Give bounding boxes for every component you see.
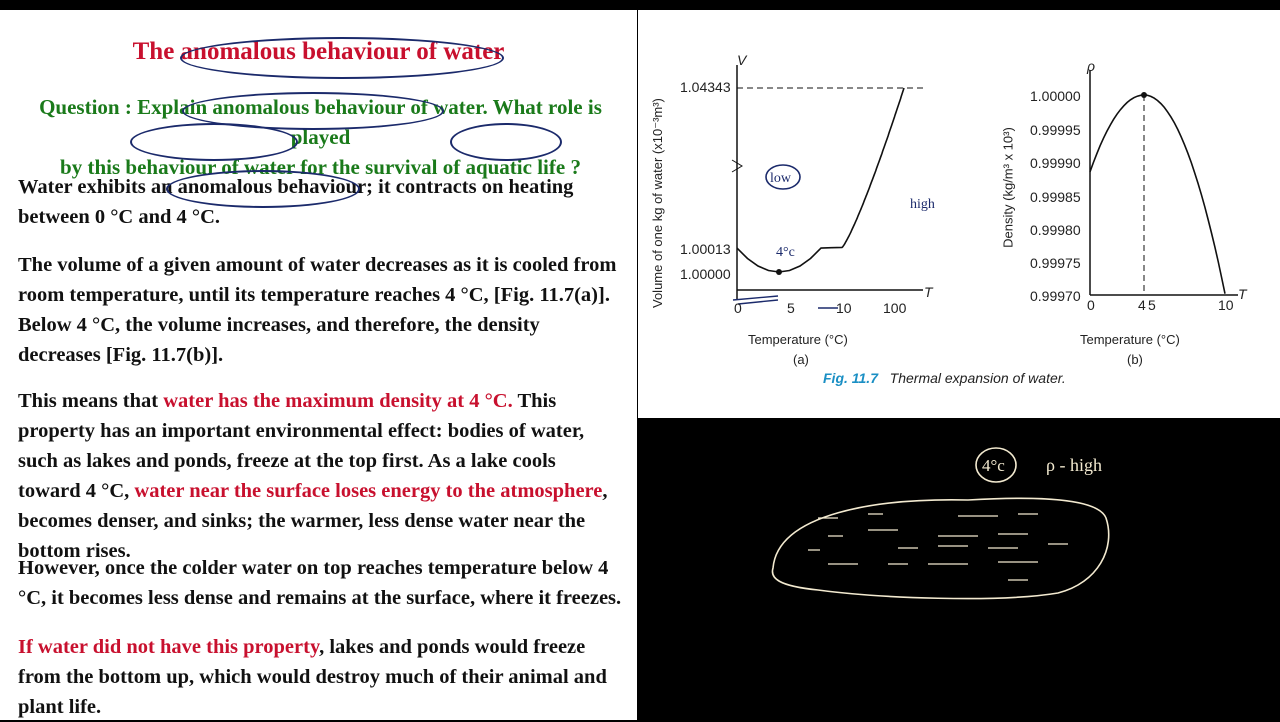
high-note: high <box>910 197 935 212</box>
chart-b-xtick-3: 10 <box>1218 297 1234 313</box>
chart-a-xtick-0: 0 <box>734 300 742 316</box>
low-note: low <box>770 171 791 186</box>
question <box>18 92 623 182</box>
chart-a-tlabel: T <box>924 284 933 300</box>
p3-b: water has the maximum density at 4 °C. <box>163 390 513 412</box>
chart-b-ytick-5: 0.99975 <box>1030 255 1081 271</box>
chart-b-tlabel: T <box>1238 286 1247 302</box>
four-c-note: 4°c <box>982 456 1005 475</box>
page-title: The anomalous behaviour of water <box>132 38 505 65</box>
blackboard-drawing <box>638 418 1280 720</box>
chart-b-xlabel: Temperature (°C) <box>1080 332 1180 347</box>
paragraph-4: However, once the colder water on top reaches temperature below 4 °C, it becomes less dense and remains at the surface, where it freezes. <box>18 557 622 609</box>
p5-b: , lakes and ponds would freeze from the bottom up, which would destroy much of their animal and plant life. <box>18 636 607 718</box>
caption-number: Fig. 11.7 <box>823 370 878 386</box>
chart-a-xtick-3: 100 <box>883 300 907 316</box>
lake-outline <box>772 498 1108 598</box>
lake-water-dashes <box>808 514 1068 580</box>
top-black-bar <box>0 0 637 10</box>
chart-b-sublabel: (b) <box>1127 352 1143 367</box>
chart-a-ylabel: Volume of one kg of water (x10⁻³m³) <box>650 98 665 308</box>
chart-b-max-point <box>1141 92 1147 98</box>
p3-d: water near the surface loses energy to the atmosphere <box>134 480 603 502</box>
chart-a-xlabel: Temperature (°C) <box>748 332 848 347</box>
chart-b-ytick-6: 0.99970 <box>1030 288 1081 304</box>
paragraph-2: The volume of a given amount of water decreases as it is cooled from room temperature, until its temperature reaches 4 °C, [Fig. 11.7(a)]. Below 4 °C, the volume increases, and therefore, the density decreases [Fig. 11.7(b)]. <box>18 254 617 366</box>
figure-caption <box>823 370 1066 386</box>
rho-high-note: ρ - high <box>1046 455 1102 475</box>
p5-a: If water did not have this property <box>18 636 320 658</box>
paragraph-3 <box>18 386 623 566</box>
paragraph-1: Water exhibits an anomalous behaviour; it contracts on heating between 0 °C and 4 °C. <box>18 176 574 228</box>
paragraph-5 <box>18 632 623 722</box>
chart-a-ytick-0: 1.04343 <box>680 79 731 95</box>
chart-a-xtick-2: 10 <box>836 300 852 316</box>
figure-panel <box>638 10 1280 418</box>
chart-b-curve <box>1090 95 1225 294</box>
chart-a-xtick-1: 5 <box>787 300 795 316</box>
chart-b-ytick-2: 0.99990 <box>1030 155 1081 171</box>
chart-b-ytick-3: 0.99985 <box>1030 189 1081 205</box>
question-line-1: Question : Explain anomalous behaviour of water. What role is played <box>39 95 602 149</box>
chart-b <box>638 10 1278 370</box>
chart-a-ytick-2: 1.00000 <box>680 266 731 282</box>
chart-b-rholabel: ρ <box>1087 58 1096 74</box>
chart-b-xtick-0: 0 <box>1087 297 1095 313</box>
chart-b-xtick-1: 4 <box>1138 297 1146 313</box>
blackboard <box>638 418 1280 720</box>
chart-b-ytick-4: 0.99980 <box>1030 222 1081 238</box>
chart-b-ytick-1: 0.99995 <box>1030 122 1081 138</box>
caption-text: Thermal expansion of water. <box>889 370 1066 386</box>
four-c-note-a: 4°c <box>776 245 795 260</box>
chart-b-ylabel: Density (kg/m³ x 10³) <box>1000 127 1016 248</box>
chart-a-sublabel: (a) <box>793 352 809 367</box>
chart-a-ytick-1: 1.00013 <box>680 241 731 257</box>
p3-c: This property has an important environmental effect: bodies of water, such as lakes and ponds, freeze at the top first. As a lake cools toward 4 °C, <box>18 390 585 502</box>
p3-e: , becomes denser, and sinks; the warmer, less dense water near the bottom rises. <box>18 480 608 562</box>
chart-b-ytick-0: 1.00000 <box>1030 88 1081 104</box>
text-panel <box>0 10 637 720</box>
chart-a-vlabel: V <box>737 52 747 68</box>
chart-b-xtick-2: 5 <box>1148 297 1156 313</box>
p3-a: This means that <box>18 390 164 412</box>
question-line-2: by this behaviour of water for the survival of aquatic life ? <box>60 155 581 179</box>
